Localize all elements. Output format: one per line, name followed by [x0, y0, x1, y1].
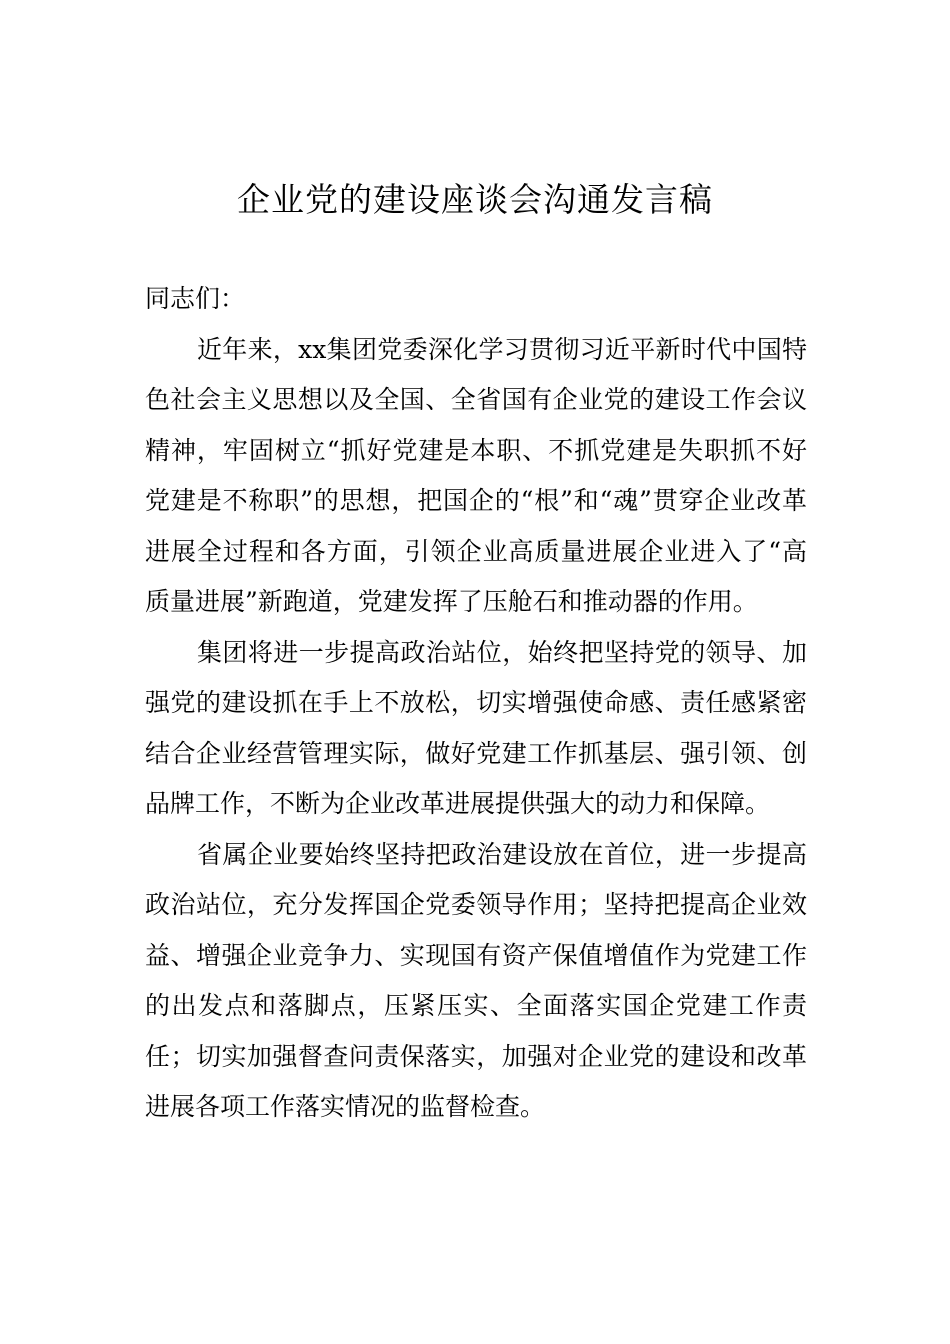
document-title: 企业党的建设座谈会沟通发言稿 — [237, 180, 713, 219]
paragraph-2: 集团将进一步提高政治站位，始终把坚持党的领导、加强党的建设抓在手上不放松，切实增强使命感、责任感紧密结合企业经营管理实际，做好党建工作抓基层、强引领、创品牌工作，不断为企业改革进展提供强大的动力和保障。 — [145, 637, 807, 818]
salutation: 同志们： — [145, 284, 246, 313]
document-body — [145, 274, 807, 1133]
paragraph-3: 省属企业要始终坚持把政治建设放在首位，进一步提高政治站位，充分发挥国企党委领导作用；坚持把提高企业效益、增强企业竞争力、实现国有资产保值增值作为党建工作的出发点和落脚点，压紧压实、全面落实国企党建工作责任；切实加强督查问责保落实，加强对企业党的建设和改革进展各项工作落实情况的监督检查。 — [145, 839, 807, 1121]
paragraph-1: 近年来，xx集团党委深化学习贯彻习近平新时代中国特色社会主义思想以及全国、全省国有企业党的建设工作会议精神，牢固树立“抓好党建是本职、不抓党建是失职抓不好党建是不称职”的思想，把国企的“根”和“魂”贯穿企业改革进展全过程和各方面，引领企业高质量进展企业进入了“高质量进展”新跑道，党建发挥了压舱石和推动器的作用。 — [145, 334, 807, 616]
